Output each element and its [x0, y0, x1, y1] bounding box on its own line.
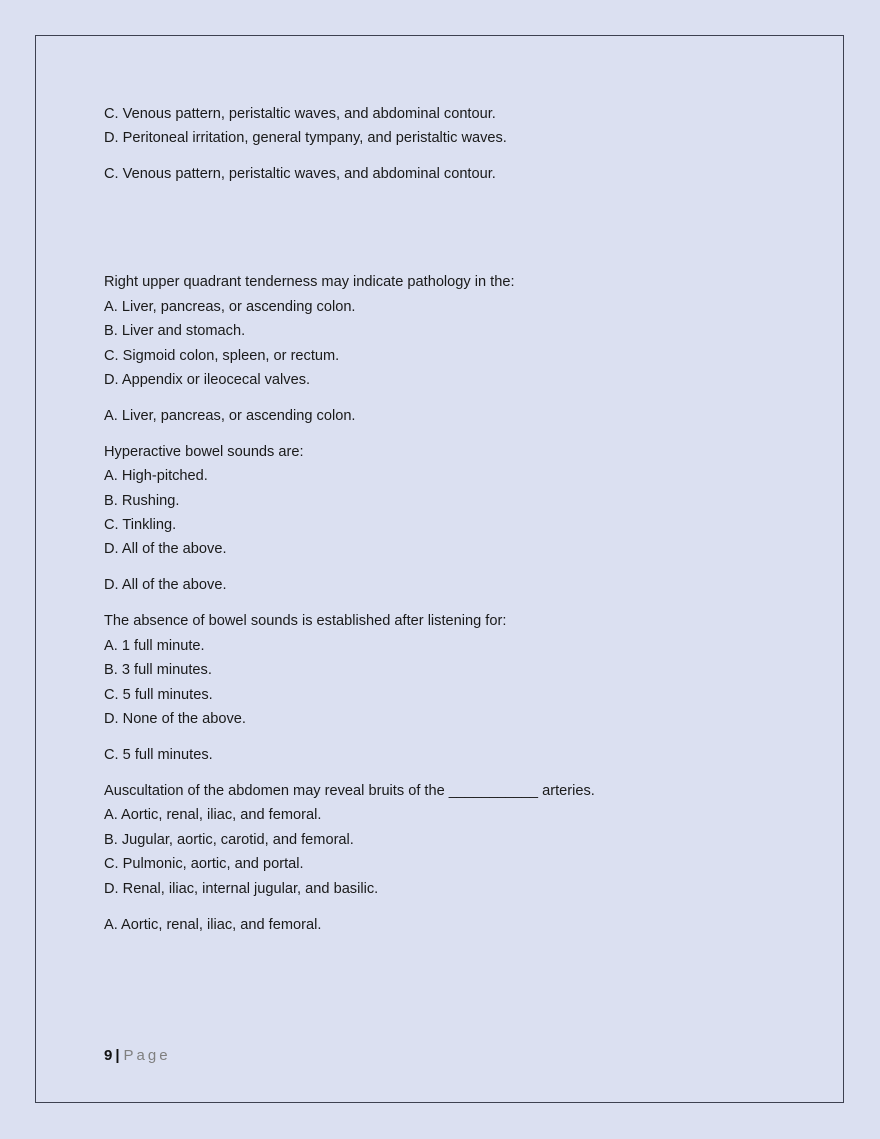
- option-text: A. 1 full minute.: [104, 637, 205, 654]
- option-text: C. 5 full minutes.: [104, 686, 213, 703]
- answer-block: [104, 573, 804, 597]
- question-text: Auscultation of the abdomen may reveal bruits of the ___________ arteries.: [104, 782, 595, 799]
- option-text: A. High-pitched.: [104, 468, 208, 485]
- option-text: B. Rushing.: [104, 492, 180, 509]
- blank-space: [104, 198, 804, 270]
- option-text: B. Liver and stomach.: [104, 323, 246, 340]
- page-label: Page: [123, 1047, 171, 1064]
- answer-block: [104, 162, 804, 186]
- question-text: The absence of bowel sounds is established after listening for:: [104, 613, 507, 630]
- page-number: 9: [104, 1047, 113, 1064]
- option-text: B. Jugular, aortic, carotid, and femoral.: [104, 831, 354, 848]
- option-text: C. Venous pattern, peristaltic waves, and abdominal contour.: [104, 106, 496, 122]
- option-text: A. Liver, pancreas, or ascending colon.: [104, 298, 356, 315]
- answer-text: A. Aortic, renal, iliac, and femoral.: [104, 916, 322, 933]
- question-text: Right upper quadrant tenderness may indicate pathology in the:: [104, 274, 515, 291]
- footer-separator: |: [115, 1047, 120, 1064]
- option-text: D. All of the above.: [104, 541, 227, 558]
- answer-text: C. 5 full minutes.: [104, 746, 213, 763]
- question-block: [104, 609, 804, 731]
- option-text: D. Renal, iliac, internal jugular, and basilic.: [104, 880, 379, 897]
- option-text: C. Sigmoid colon, spleen, or rectum.: [104, 347, 340, 364]
- answer-block: [104, 913, 804, 937]
- option-text: D. None of the above.: [104, 710, 246, 727]
- answer-text: A. Liver, pancreas, or ascending colon.: [104, 407, 356, 424]
- option-text: C. Tinkling.: [104, 517, 177, 534]
- question-text: Hyperactive bowel sounds are:: [104, 443, 304, 460]
- document-body: [104, 102, 804, 948]
- page-footer: [104, 1046, 171, 1066]
- answer-text: C. Venous pattern, peristaltic waves, and abdominal contour.: [104, 166, 496, 183]
- answer-block: [104, 743, 804, 767]
- option-text: A. Aortic, renal, iliac, and femoral.: [104, 807, 322, 824]
- question-block: [104, 270, 804, 392]
- option-text: D. Peritoneal irritation, general tympany, and peristaltic waves.: [104, 130, 507, 147]
- answer-block: [104, 404, 804, 428]
- option-text: D. Appendix or ileocecal valves.: [104, 371, 311, 388]
- question-block: [104, 102, 804, 151]
- question-block: [104, 779, 804, 901]
- answer-text: D. All of the above.: [104, 577, 227, 594]
- question-block: [104, 440, 804, 562]
- option-text: B. 3 full minutes.: [104, 662, 212, 679]
- option-text: C. Pulmonic, aortic, and portal.: [104, 856, 304, 873]
